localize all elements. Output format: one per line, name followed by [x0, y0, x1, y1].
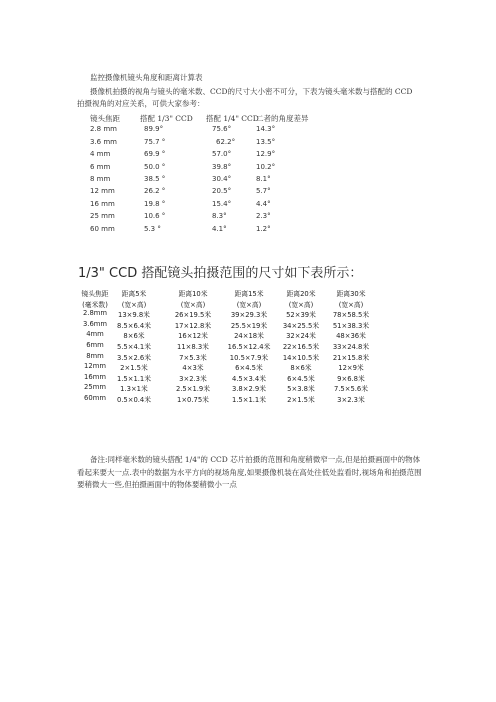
range-table-title: 1/3" CCD 搭配镜头拍摄范围的尺寸如下表所示： [78, 266, 363, 281]
angle-table-cell: 75.6° [212, 125, 232, 134]
range-table-cell: 2×1.5米 [120, 364, 148, 373]
angle-table-cell: 19.8 ° [144, 199, 166, 208]
angle-header-cell: 二者的角度差异 [256, 114, 309, 123]
angle-table-cell: 69.9 ° [144, 150, 166, 159]
range-table-cell: 4mm [86, 330, 104, 339]
range-table-cell: 14×10.5米 [282, 353, 320, 362]
angle-table-cell: 25 mm [90, 212, 115, 221]
angle-table-cell: 20.5° [212, 187, 232, 196]
angle-header-cell: 搭配 1/4" CCD [206, 114, 259, 123]
angle-table-cell: 3.6 mm [90, 137, 117, 146]
range-table-cell: 3.8×2.9米 [231, 385, 267, 394]
angle-table-cell: 6 mm [90, 162, 111, 171]
range-table-cell: 8.5×6.4米 [116, 321, 152, 330]
range-table-cell: 2.5×1.9米 [175, 385, 211, 394]
range-table-cell: 26×19.5米 [174, 311, 212, 320]
angle-table-cell: 5.7° [256, 187, 271, 196]
range-table-cell: 1.3×1米 [120, 385, 148, 394]
range-table-cell: 3×2.3米 [337, 395, 365, 404]
range-subheader-cell: (宽×高) [180, 300, 206, 309]
range-table-cell: 25.5×19米 [230, 321, 268, 330]
page-title: 监控摄像机镜头角度和距离计算表 [90, 73, 203, 82]
angle-table-cell: 4.1° [212, 224, 227, 233]
range-table-cell: 33×24.8米 [332, 342, 370, 351]
range-table-cell: 25mm [84, 383, 106, 392]
angle-table-cell: 8 mm [90, 174, 111, 183]
range-table-cell: 8×6米 [123, 332, 145, 341]
range-table-cell: 11×8.3米 [177, 342, 209, 351]
angle-table-cell: 75.7 ° [144, 137, 166, 146]
range-table-cell: 21×15.8米 [332, 353, 370, 362]
range-header-cell: 距离5米 [121, 290, 147, 298]
angle-table-cell: 50.0 ° [144, 162, 166, 171]
angle-table-cell: 8.3° [212, 212, 227, 221]
range-table-cell: 12×9米 [338, 364, 364, 373]
range-table-cell: 7×5.3米 [179, 353, 207, 362]
range-table-cell: 22×16.5米 [282, 342, 320, 351]
range-table-cell: 5.5×4.1米 [116, 342, 152, 351]
range-table-cell: 32×24米 [286, 332, 316, 341]
range-table-cell: 16.5×12.4米 [227, 342, 271, 351]
range-header-cell: 距离10米 [178, 290, 208, 298]
range-table-cell: 7.5×5.6米 [333, 385, 369, 394]
range-table-cell: 4.5×3.4米 [231, 374, 267, 383]
range-table-cell: 2×1.5米 [287, 395, 315, 404]
range-table-cell: 8×6米 [290, 364, 312, 373]
range-subheader-cell: (宽×高) [288, 300, 314, 309]
angle-table-cell: 57.0° [212, 150, 232, 159]
angle-table-cell: 12.9° [256, 150, 276, 159]
range-table-cell: 48×36米 [336, 332, 366, 341]
range-header-cell: 距离30米 [336, 290, 366, 298]
range-table-cell: 78×58.5米 [332, 311, 370, 320]
angle-table-cell: 4.4° [256, 199, 271, 208]
range-table-cell: 4×3米 [182, 364, 204, 373]
angle-table-cell: 8.1° [256, 174, 271, 183]
range-table-cell: 1.5×1.1米 [231, 395, 267, 404]
angle-table-cell: 4 mm [90, 150, 111, 159]
intro-paragraph: 摄像机拍摄的视角与镜头的毫米数、CCD的尺寸大小密不可分，下表为镜头毫米数与搭配的 CCD 拍摄视角的对应关系，可供大家参考： [77, 87, 413, 108]
range-subheader-cell: (宽×高) [121, 300, 147, 309]
range-table-cell: 0.5×0.4米 [116, 395, 152, 404]
range-header-cell: 距离20米 [286, 290, 316, 298]
range-table-cell: 9×6.8米 [337, 374, 365, 383]
range-table-cell: 52×39米 [286, 311, 316, 320]
angle-table-cell: 2.3° [256, 212, 271, 221]
angle-table-cell: 16 mm [90, 199, 115, 208]
range-table-cell: 17×12.8米 [174, 321, 212, 330]
angle-table-cell: 62.2° [216, 137, 236, 146]
range-header-cell: 镜头焦距 [81, 290, 109, 298]
range-table-cell: 12mm [84, 362, 106, 371]
range-table-cell: 39×29.3米 [230, 311, 268, 320]
range-table-cell: 60mm [84, 393, 106, 402]
range-table-cell: 16×12米 [178, 332, 208, 341]
angle-table-cell: 38.5 ° [144, 174, 166, 183]
angle-table-cell: 2.8 mm [90, 125, 117, 134]
range-table-cell: 3×2.3米 [179, 374, 207, 383]
range-table-cell: 51×38.3米 [332, 321, 370, 330]
range-table-cell: 5×3.8米 [287, 385, 315, 394]
range-table-cell: 6×4.5米 [235, 364, 263, 373]
angle-table-cell: 89.9° [144, 125, 164, 134]
angle-table-cell: 13.5° [256, 137, 276, 146]
angle-table-cell: 15.4° [212, 199, 232, 208]
range-header-cell: 距离15米 [234, 290, 264, 298]
range-table-cell: 6×4.5米 [287, 374, 315, 383]
range-table-cell: 10.5×7.9米 [229, 353, 269, 362]
angle-header-cell: 镜头焦距 [90, 114, 120, 123]
range-table-cell: 3.6mm [82, 319, 108, 328]
angle-table-cell: 5.3 ° [144, 224, 161, 233]
range-table-cell: 6mm [86, 340, 104, 349]
range-subheader-cell: (宽×高) [338, 300, 364, 309]
angle-table-cell: 14.3° [256, 125, 276, 134]
angle-table-cell: 12 mm [90, 187, 115, 196]
angle-table-cell: 10.6 ° [144, 212, 166, 221]
range-table-cell: 1×0.75米 [177, 395, 209, 404]
note-paragraph: 备注:同样毫米数的镜头搭配 1/4"的 CCD 芯片拍摄的范围和角度稍微窄一点,但是拍摄画面中的物体看起来要大一点.表中的数据为水平方向的视场角度,如果摄像机装在高处往低处监看时,视场角和拍摄范围要稍微大一些,但拍摄画面中的物体要稍微小一点 [77, 455, 422, 489]
range-table-cell: 3.5×2.6米 [116, 353, 152, 362]
range-table-cell: 24×18米 [234, 332, 264, 341]
angle-table-cell: 26.2 ° [144, 187, 166, 196]
angle-table-cell: 39.8° [212, 162, 232, 171]
range-table-cell: 13×9.8米 [118, 311, 150, 320]
range-subheader-cell: (宽×高) [236, 300, 262, 309]
range-table-cell: 2.8mm [82, 309, 108, 318]
angle-table-cell: 10.2° [256, 162, 276, 171]
range-table-cell: 34×25.5米 [282, 321, 320, 330]
angle-header-cell: 搭配 1/3" CCD [140, 114, 193, 123]
range-table-cell: 16mm [84, 372, 106, 381]
range-table-cell: 1.5×1.1米 [116, 374, 152, 383]
angle-table-cell: 60 mm [90, 224, 115, 233]
angle-table-cell: 30.4° [212, 174, 232, 183]
range-table-cell: 8mm [86, 351, 104, 360]
angle-table-cell: 1.2° [256, 224, 271, 233]
range-subheader-cell: (毫米数) [82, 300, 108, 309]
